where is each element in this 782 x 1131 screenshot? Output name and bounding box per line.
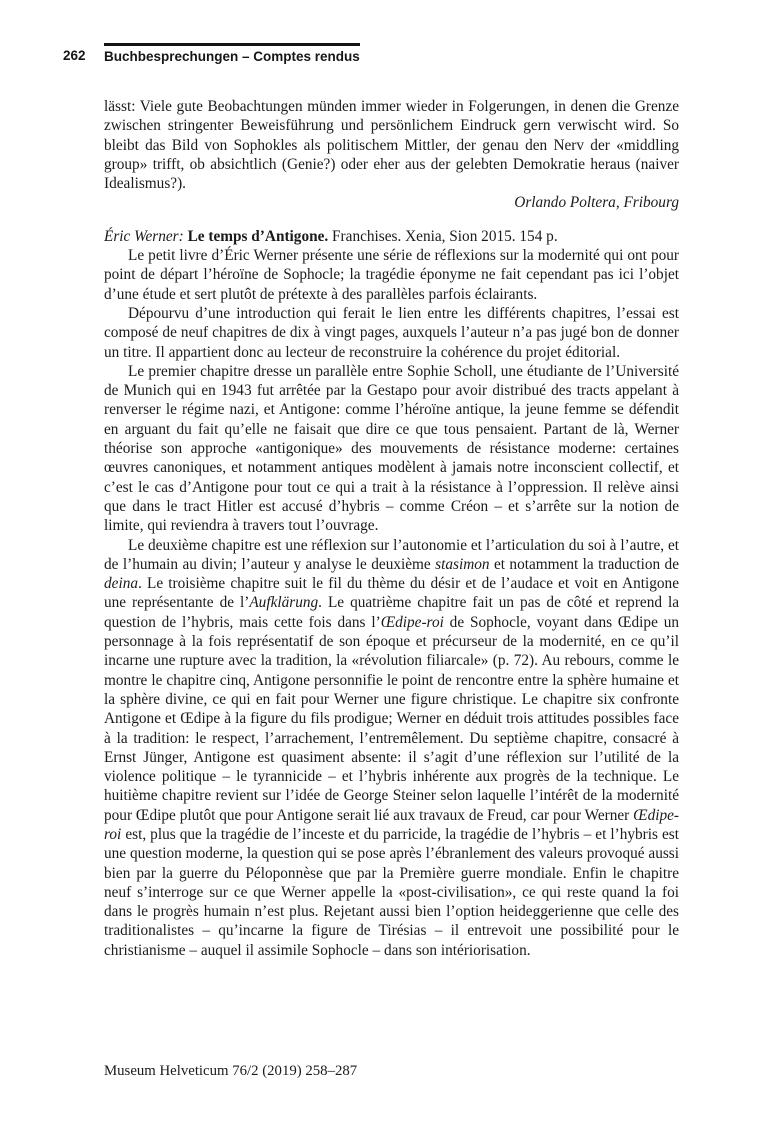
- review-paragraphs: [104, 246, 679, 960]
- text-segment: . Le quatrième chapitre fait un pas de côté et reprend la question de l’hybris, mais cette fois dans l’: [104, 594, 680, 631]
- text-segment: Le deuxième chapitre est une réflexion sur l’autonomie et l’articulation du soi à l’autre, et de l’humain au divin; l’auteur y analyse le deuxième: [104, 536, 679, 573]
- review-paragraph: [104, 246, 679, 304]
- text-segment: . Le troisième chapitre suit le fil du thème du désir et de l’audace et voit en Antigone une représentante de l’: [104, 575, 679, 612]
- text-segment: Éric Werner:: [104, 227, 188, 245]
- page-body: [104, 97, 679, 960]
- journal-citation: Museum Helveticum 76/2 (2019) 258–287: [104, 1063, 358, 1079]
- text-segment: Œdipe-roi: [380, 613, 444, 631]
- text-segment: Le premier chapitre dresse un parallèle entre Sophie Scholl, une étudiante de l’Université de Munich qui en 1943 fut arrêtée par la Gestapo pour avoir distribué des tracts appelant à renverser le régime nazi, et Antigone: comme l’héroïne antique, la jeune femme se défendit en arguant du fait qu’elle ne faisait que dire ce que tous pensaient. Partant de là, Werner théorise son approche «antigonique» des mouvements de résistance moderne: certaines œuvres canoniques, et notamment antiques modèlent à jamais notre inconscient collectif, et c’est le cas d’Antigone pour tout ce qui a trait à la résistance à l’oppression. Il relève ainsi que dans le tract Hitler est accusé d’hybris – comme Créon – et s’arrête sur la notion de limite, qui reviendra à travers tout l’ouvrage.: [104, 362, 679, 535]
- text-segment: Œdipe-roi: [104, 806, 679, 843]
- text-segment: Aufklärung: [249, 594, 319, 612]
- running-head-text: Buchbesprechungen – Comptes rendus: [104, 48, 360, 64]
- text-segment: de Sophocle, voyant dans Œdipe un personnage à la fois représentatif de son époque et précurseur de la modernité, en ce qu’il incarne une rupture avec la tradition, la «révolution filiarcale» (p. 72). Au rebours, comme le montre le chapitre cinq, Antigone personnifie le point de rencontre entre la sphère humaine et la sphère divine, ce qui en fait pour Werner une figure christique. Le chapitre six confronte Antigone et Œdipe à la figure du fils prodigue; Werner en déduit trois attitudes possibles face à la tradition: le respect, l’arrachement, l’entremêlement. Du septième chapitre, consacré à Ernst Jünger, Antigone est quasiment absente: il s’agit d’une réflexion sur l’utilité de la violence politique – le tyrannicide – et l’hybris inhérente aux progrès de la technique. Le huitième chapitre revient sur l’idée de George Steiner selon laquelle l’intérêt de la modernité pour Œdipe plutôt que pour Antigone serait lié aux travaux de Freud, car pour Werner: [104, 613, 680, 824]
- reviewer-signature: Orlando Poltera, Fribourg: [514, 194, 679, 212]
- review-paragraph: [104, 362, 679, 536]
- text-segment: est, plus que la tragédie de l’inceste et du parricide, la tragédie de l’hybris – et l’hybris est une question moderne, la question qui se pose après l’ébranlement des valeurs provoqué aussi bien par la guerre du Péloponnèse que par la Première guerre mondiale. Enfin le chapitre neuf s’interroge sur ce que Werner appelle la «post-civilisation», ce qui reste quand la foi dans le progrès humain n’est plus. Rejetant aussi bien l’option heideggerienne que celle des traditionalistes – qu’incarne la figure de Tirésias – il entrevoit une possibilité pour le christianisme – auquel il assimile Sophocle – dans son intériorisation.: [104, 825, 679, 959]
- text-segment: Franchises. Xenia, Sion 2015. 154 p.: [332, 227, 558, 245]
- page-number: 262: [63, 48, 86, 63]
- review-paragraph: [104, 536, 679, 961]
- running-head: [104, 43, 360, 64]
- text-segment: deina: [104, 575, 138, 593]
- text-segment: et notamment la traduction de: [489, 555, 679, 573]
- text-segment: Le petit livre d’Éric Werner présente une série de réflexions sur la modernité qui ont pour point de départ l’héroïne de Sophocle; la tragédie éponyme ne fait cependant pas ici l’objet d’une étude et sert plutôt de prétexte à des parallèles parfois éclairants.: [104, 247, 679, 303]
- review-paragraph: [104, 304, 679, 362]
- text-segment: stasimon: [435, 555, 490, 573]
- closing-paragraph: lässt: Viele gute Beobachtungen münden immer wieder in Folgerungen, in denen die Grenze zwischen stringenter Beweisführung und persönlichem Eindruck gern verwischt wird. So bleibt das Bild von Sophokles als politischem Mittler, der genau den Nerv der «middling group» trifft, ob absichtlich (Genie?) oder eher aus der gelebten Demokratie heraus (naiver Idealismus?).: [104, 98, 679, 193]
- text-segment: Le temps d’Antigone.: [187, 227, 333, 245]
- review-heading: [104, 227, 679, 246]
- header-rule: [104, 43, 360, 46]
- page-footer: [104, 1062, 357, 1081]
- text-segment: Dépourvu d’une introduction qui ferait le lien entre les différents chapitres, l’essai est composé de neuf chapitres de dix à vingt pages, auxquels l’auteur n’a pas jugé bon de donner un titre. Il appartient donc au lecteur de reconstruire la cohérence du projet éditorial.: [104, 304, 679, 361]
